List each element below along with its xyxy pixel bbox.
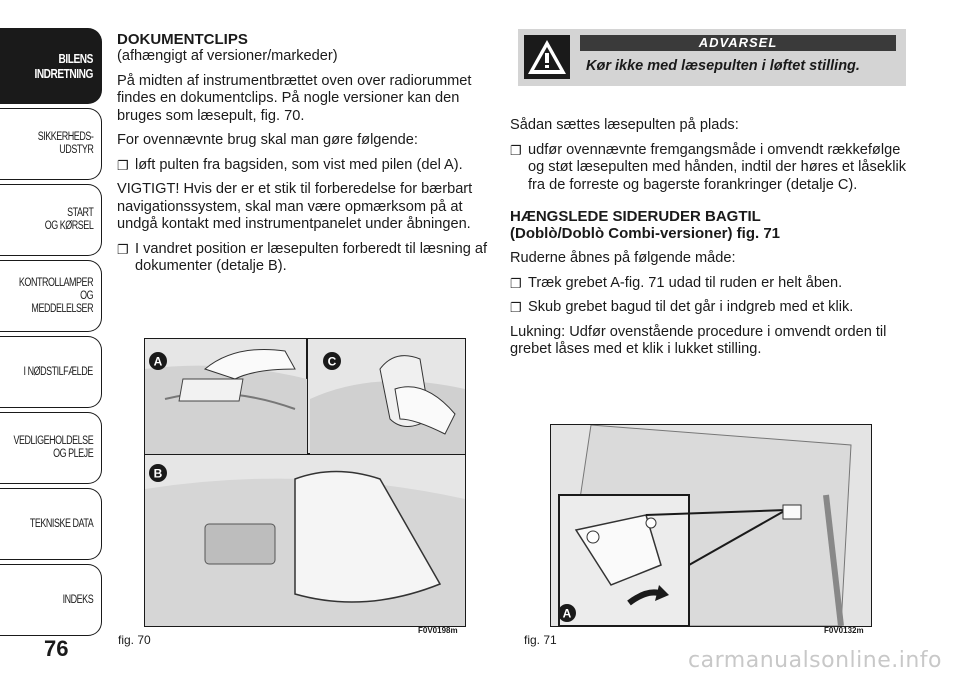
watermark-text: carmanualsonline.info bbox=[688, 648, 942, 673]
callout-a bbox=[558, 604, 576, 622]
svg-text:A: A bbox=[153, 354, 163, 369]
figure-caption: fig. 71 bbox=[524, 633, 557, 647]
tab-tekniske-data[interactable] bbox=[0, 488, 102, 560]
figure-71-illustration bbox=[550, 424, 872, 627]
section-heading: DOKUMENTCLIPS bbox=[117, 31, 248, 48]
checkbox-bullet-icon: ❐ bbox=[510, 275, 522, 291]
tab-vedligeholdelse[interactable] bbox=[0, 412, 102, 484]
tab-label: TEKNISKE DATA bbox=[29, 517, 93, 530]
tab-indeks[interactable] bbox=[0, 564, 102, 636]
svg-text:A: A bbox=[562, 606, 572, 621]
svg-text:B: B bbox=[153, 466, 163, 481]
callout-a bbox=[149, 352, 167, 370]
tab-label: BILENS INDRETNING bbox=[34, 51, 93, 81]
list-item bbox=[117, 157, 504, 175]
list-item bbox=[510, 142, 910, 195]
dashboard-clip-drawing bbox=[145, 339, 465, 626]
tab-nodstilfaelde[interactable] bbox=[0, 336, 102, 408]
paragraph: På midten af instrumentbrættet oven over radiorummet findes en dokumentclips. På nogle versioner kan den bruges som læsepult, fig. 70. bbox=[117, 72, 472, 124]
list-item-text: løft pulten fra bagsiden, som vist med pilen (del A). bbox=[135, 156, 463, 173]
paragraph: Ruderne åbnes på følgende måde: bbox=[510, 250, 736, 266]
tab-sikkerhedsudstyr[interactable] bbox=[0, 108, 102, 180]
chapter-tabs bbox=[0, 28, 102, 640]
tab-label: SIKKERHEDS- UDSTYR bbox=[37, 131, 93, 156]
right-column bbox=[510, 117, 910, 366]
tab-bilens-indretning[interactable] bbox=[0, 28, 102, 104]
svg-text:C: C bbox=[327, 354, 337, 369]
left-column bbox=[117, 31, 504, 283]
tab-label: I NØDSTILFÆLDE bbox=[23, 365, 93, 378]
list-item-text: udfør ovennævnte fremgangsmåde i omvendt rækkefølge og støt læsepulten med hånden, indtil der høres et låseklik fra de forreste og bagerste forankringer (detalje C). bbox=[528, 141, 907, 193]
checkbox-bullet-icon: ❐ bbox=[117, 241, 129, 257]
list-item-text: I vandret position er læsepulten forberedt til læsning af dokumenter (detalje B). bbox=[135, 240, 488, 274]
checkbox-bullet-icon: ❐ bbox=[117, 157, 129, 173]
callout-b bbox=[149, 464, 167, 482]
warning-text: Kør ikke med læsepulten i løftet stilling. bbox=[586, 58, 860, 74]
list-item-text: Træk grebet A-fig. 71 udad til ruden er helt åben. bbox=[528, 274, 843, 291]
section-heading: HÆNGSLEDE SIDERUDER BAGTIL bbox=[510, 208, 761, 225]
warning-title: ADVARSEL bbox=[580, 35, 896, 51]
tab-label: START OG KØRSEL bbox=[44, 207, 93, 232]
paragraph: Sådan sættes læsepulten på plads: bbox=[510, 117, 739, 133]
tab-kontrollamper[interactable] bbox=[0, 260, 102, 332]
tab-label: KONTROLLAMPER OG MEDDELELSER bbox=[18, 276, 93, 315]
list-item bbox=[510, 299, 910, 317]
paragraph: Lukning: Udfør ovenstående procedure i omvendt orden til grebet låses med et klik i lukket stilling. bbox=[510, 323, 887, 357]
figure-code: F0V0198m bbox=[418, 626, 458, 635]
callout-c bbox=[323, 352, 341, 370]
figure-caption: fig. 70 bbox=[118, 633, 151, 647]
rear-window-drawing bbox=[551, 425, 871, 626]
section-subheading: (afhængigt af versioner/markeder) bbox=[117, 48, 338, 64]
tab-label: INDEKS bbox=[62, 593, 93, 606]
figure-code: F0V0132m bbox=[824, 626, 864, 635]
warning-triangle-icon bbox=[524, 35, 570, 79]
tab-label: VEDLIGEHOLDELSE OG PLEJE bbox=[13, 435, 93, 460]
warning-box bbox=[518, 29, 906, 86]
figure-70-illustration bbox=[144, 338, 466, 627]
checkbox-bullet-icon: ❐ bbox=[510, 300, 522, 315]
paragraph: For ovennævnte brug skal man gøre følgende: bbox=[117, 132, 418, 148]
list-item bbox=[510, 275, 910, 293]
paragraph: VIGTIGT! Hvis der er et stik til forberedelse for bærbart navigationssystem, skal man være opmærksom på at undgå kontakt med instrumentpanelet under åbningen. bbox=[117, 181, 473, 232]
checkbox-bullet-icon: ❐ bbox=[510, 142, 522, 158]
tab-start-og-korsel[interactable] bbox=[0, 184, 102, 256]
page-number: 76 bbox=[44, 636, 69, 661]
list-item bbox=[117, 241, 504, 276]
list-item-text: Skub grebet bagud til det går i indgreb med et klik. bbox=[528, 299, 854, 315]
section-heading: (Doblò/Doblò Combi-versioner) fig. 71 bbox=[510, 225, 781, 242]
